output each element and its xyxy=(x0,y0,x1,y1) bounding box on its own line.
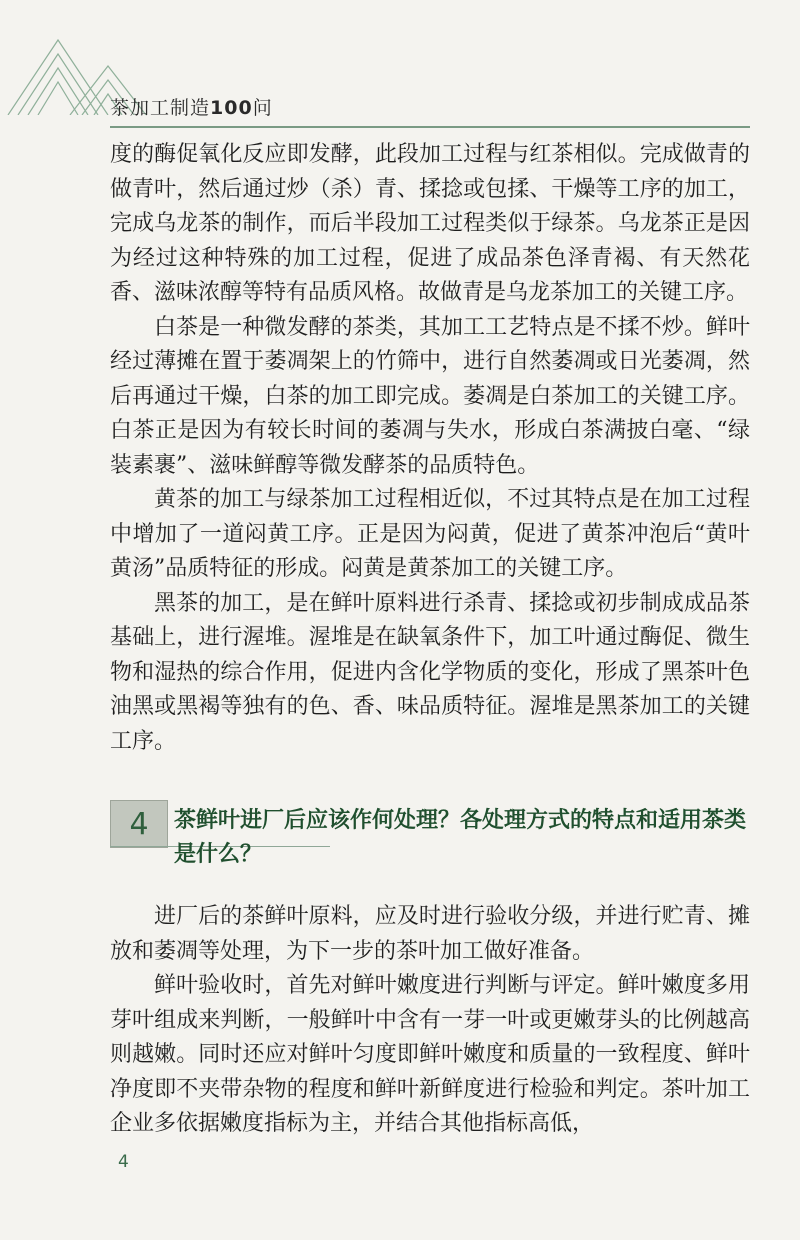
book-title-suffix: 问 xyxy=(252,97,273,119)
book-title-prefix: 茶加工制造 xyxy=(110,97,211,119)
question-title: 茶鲜叶进厂后应该作何处理？各处理方式的特点和适用茶类是什么？ xyxy=(174,808,747,867)
paragraph: 黑茶的加工，是在鲜叶原料进行杀青、揉捻或初步制成成品茶基础上，进行渥堆。渥堆是在缺氧条件下，加工叶通过酶促、微生物和湿热的综合作用，促进内含化学物质的变化，形成了黑茶叶色油黑或黑褐等独有的色、香、味品质特征。渥堆是黑茶加工的关键工序。 xyxy=(110,590,750,754)
book-title-number: 100 xyxy=(210,97,253,119)
question-heading xyxy=(110,800,750,880)
body-section-1 xyxy=(110,138,750,759)
paragraph: 黄茶的加工与绿茶加工过程相近似，不过其特点是在加工过程中增加了一道闷黄工序。正是因为闷黄，促进了黄茶冲泡后“黄叶黄汤”品质特征的形成。闷黄是黄茶加工的关键工序。 xyxy=(110,487,750,581)
header-divider xyxy=(110,126,750,128)
paragraph: 鲜叶验收时，首先对鲜叶嫩度进行判断与评定。鲜叶嫩度多用芽叶组成来判断，一般鲜叶中含有一芽一叶或更嫩芽头的比例越高则越嫩。同时还应对鲜叶匀度即鲜叶嫩度和质量的一致程度、鲜叶净度即不夹带杂物的程度和鲜叶新鲜度进行检验和判定。茶叶加工企业多依据嫩度指标为主，并结合其他指标高低， xyxy=(110,973,750,1136)
book-title xyxy=(110,93,273,120)
question-number-badge: 4 xyxy=(110,800,168,848)
paragraph: 度的酶促氧化反应即发酵，此段加工过程与红茶相似。完成做青的做青叶，然后通过炒（杀）青、揉捻或包揉、干燥等工序的加工，完成乌龙茶的制作，而后半段加工过程类似于绿茶。乌龙茶正是因为经过这种特殊的加工过程，促进了成品茶色泽青褐、有天然花香、滋味浓醇等特有品质风格。故做青是乌龙茶加工的关键工序。 xyxy=(110,142,750,305)
paragraph: 白茶是一种微发酵的茶类，其加工工艺特点是不揉不炒。鲜叶经过薄摊在置于萎凋架上的竹筛中，进行自然萎凋或日光萎凋，然后再通过干燥，白茶的加工即完成。萎凋是白茶加工的关键工序。白茶正是因为有较长时间的萎凋与失水，形成白茶满披白毫、“绿装素裹”、滋味鲜醇等微发酵茶的品质特色。 xyxy=(110,314,750,478)
body-section-2 xyxy=(110,900,750,1142)
page-number: 4 xyxy=(118,1152,129,1172)
paragraph: 进厂后的茶鲜叶原料，应及时进行验收分级，并进行贮青、摊放和萎凋等处理，为下一步的茶叶加工做好准备。 xyxy=(110,904,750,964)
